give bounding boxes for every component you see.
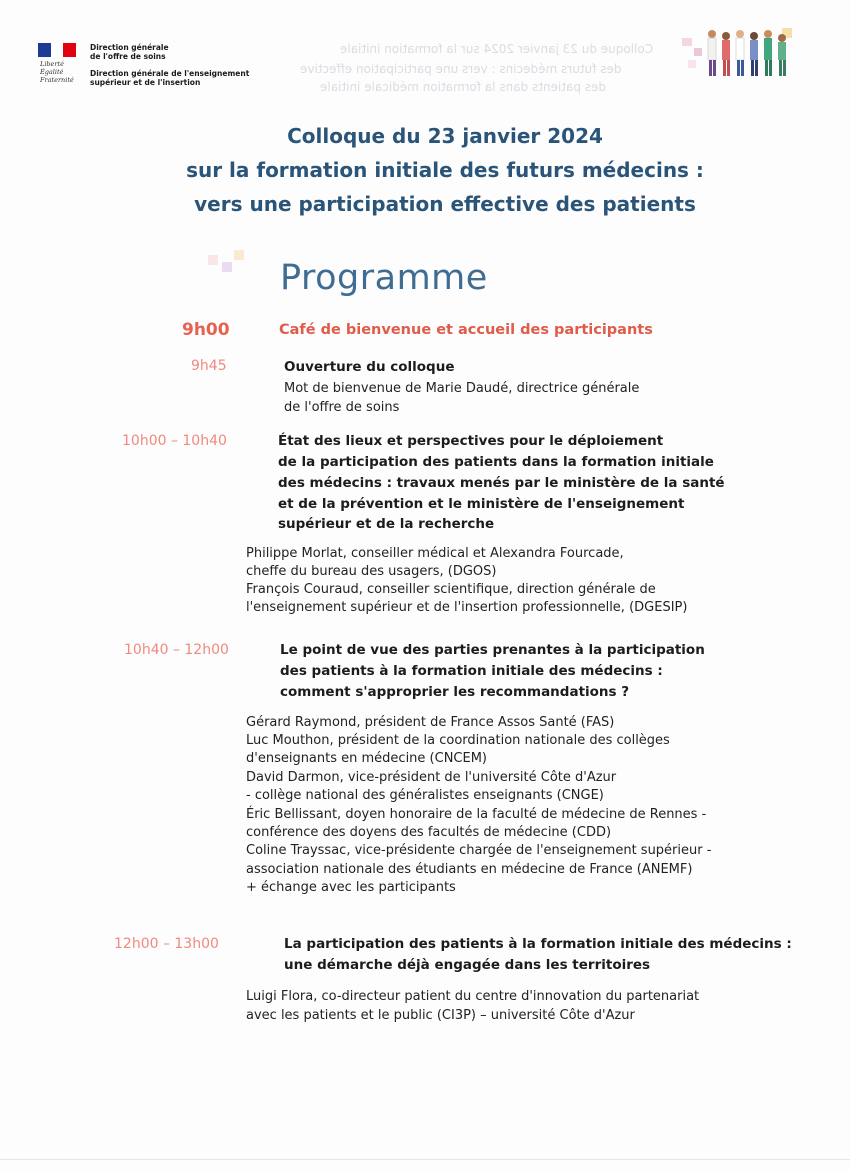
- flag-icon: [38, 43, 76, 57]
- decorative-square: [234, 250, 244, 260]
- item-title: La participation des patients à la formation initiale des médecins :: [284, 936, 792, 952]
- item-detail: de l'offre de soins: [284, 400, 400, 415]
- item-detail: Coline Trayssac, vice-présidente chargée de l'enseignement supérieur -: [246, 843, 712, 858]
- item-title: Le point de vue des parties prenantes à la participation: [280, 642, 705, 658]
- item-title: supérieur et de la recherche: [278, 516, 495, 532]
- item-title: comment s'approprier les recommandations ?: [280, 684, 630, 700]
- republique-francaise-logo: [38, 43, 78, 84]
- item-time: 10h40 – 12h00: [124, 642, 229, 658]
- item-title: une démarche déjà engagée dans les territoires: [284, 957, 651, 973]
- decorative-square: [222, 262, 232, 272]
- item-detail: Luigi Flora, co-directeur patient du centre d'innovation du partenariat: [246, 989, 700, 1004]
- item-detail: Éric Bellissant, doyen honoraire de la faculté de médecine de Rennes -: [246, 807, 707, 822]
- item-title: Ouverture du colloque: [284, 359, 455, 375]
- dgesip-label: Direction générale de l'enseignement supérieur et de l'insertion: [90, 69, 250, 87]
- item-time: 12h00 – 13h00: [114, 936, 219, 952]
- item-detail: Gérard Raymond, président de France Assos Santé (FAS): [246, 715, 615, 730]
- item-title: État des lieux et perspectives pour le déploiement: [278, 433, 664, 449]
- item-detail: avec les patients et le public (CI3P) – université Côte d'Azur: [246, 1008, 635, 1023]
- page-edge: [0, 1159, 850, 1160]
- item-title: des médecins : travaux menés par le ministère de la santé: [278, 475, 725, 491]
- item-time: 9h45: [191, 358, 227, 374]
- item-time: 9h00: [182, 320, 230, 340]
- item-detail: conférence des doyens des facultés de médecine (CDD): [246, 825, 612, 840]
- item-detail: - collège national des généralistes enseignants (CNGE): [246, 788, 604, 803]
- item-detail: David Darmon, vice-président de l'université Côte d'Azur: [246, 770, 617, 785]
- title-line-1: Colloque du 23 janvier 2024: [287, 124, 603, 148]
- health-professionals-illustration: [682, 24, 802, 80]
- title-line-2: sur la formation initiale des futurs médecins :: [186, 158, 704, 182]
- item-title: et de la prévention et le ministère de l'enseignement: [278, 496, 685, 512]
- item-title: Café de bienvenue et accueil des participants: [279, 322, 653, 338]
- decorative-square: [208, 255, 218, 265]
- dgos-label: Direction générale de l'offre de soins: [90, 43, 169, 61]
- item-detail: Mot de bienvenue de Marie Daudé, directrice générale: [284, 381, 640, 396]
- item-detail: Philippe Morlat, conseiller médical et Alexandra Fourcade,: [246, 546, 624, 561]
- item-title: de la participation des patients dans la formation initiale: [278, 454, 714, 470]
- item-detail: cheffe du bureau des usagers, (DGOS): [246, 564, 497, 579]
- title-line-3: vers une participation effective des patients: [194, 192, 696, 216]
- programme-heading: Programme: [280, 258, 488, 298]
- item-detail: l'enseignement supérieur et de l'insertion professionnelle, (DGESIP): [246, 600, 688, 615]
- item-detail: François Couraud, conseiller scientifique, direction générale de: [246, 582, 656, 597]
- republic-motto: Liberté Égalité Fraternité: [40, 60, 74, 84]
- item-detail: + échange avec les participants: [246, 880, 456, 895]
- item-detail: d'enseignants en médecine (CNCEM): [246, 751, 488, 766]
- item-time: 10h00 – 10h40: [122, 433, 227, 449]
- item-detail: Luc Mouthon, président de la coordination nationale des collèges: [246, 733, 670, 748]
- item-title: des patients à la formation initiale des médecins :: [280, 663, 663, 679]
- item-detail: association nationale des étudiants en médecine de France (ANEMF): [246, 862, 693, 877]
